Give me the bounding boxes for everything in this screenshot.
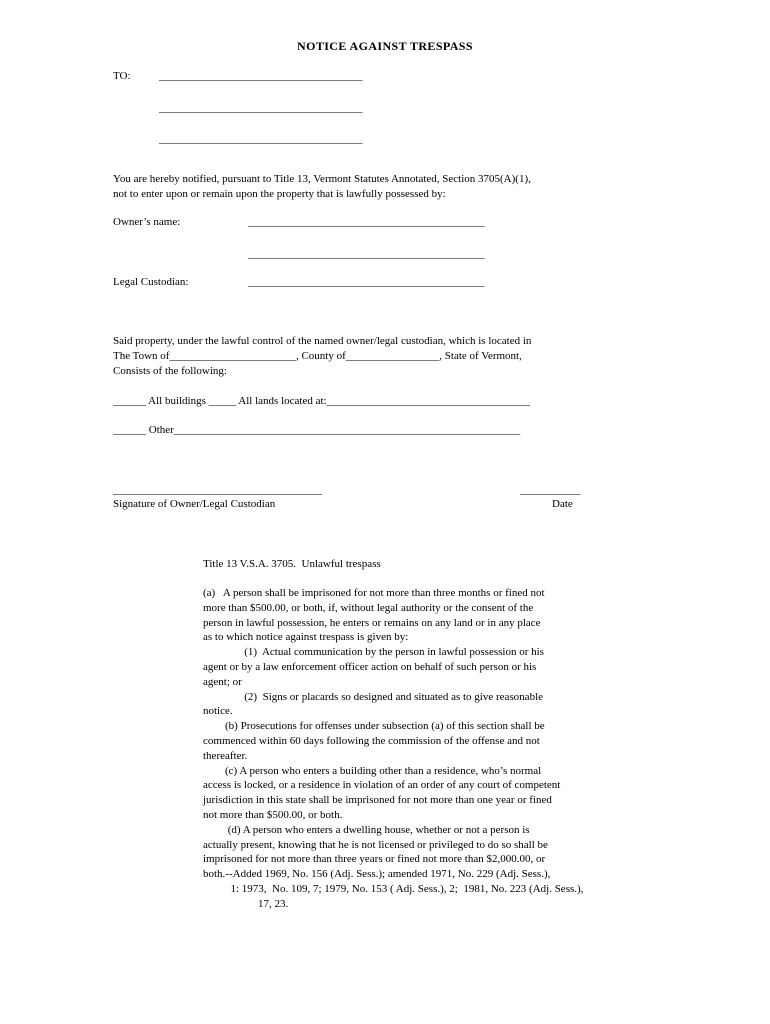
statute-line: (a) A person shall be imprisoned for not more than three months or fined not bbox=[203, 587, 545, 599]
buildings-lands-option: ______ All buildings _____ All lands located at:_____________________________________ bbox=[113, 395, 531, 407]
statute-line: (2) Signs or placards so designed and situated as to give reasonable bbox=[203, 690, 544, 703]
page-title: NOTICE AGAINST TRESPASS bbox=[297, 39, 473, 53]
custodian-label: Legal Custodian: bbox=[113, 276, 189, 288]
statute-line: person in lawful possession, he enters or remains on any land or in any place bbox=[203, 616, 541, 629]
statute-line: not more than $500.00, or both. bbox=[203, 808, 343, 821]
signature-label: Signature of Owner/Legal Custodian bbox=[113, 498, 276, 510]
statute-line: as to which notice against trespass is given by: bbox=[203, 631, 409, 644]
other-option: ______ Other_______________________________________________________________ bbox=[113, 424, 521, 436]
statute-line: both.--Added 1969, No. 156 (Adj. Sess.); amended 1971, No. 229 (Adj. Sess.), bbox=[203, 868, 551, 881]
statute-heading: Title 13 V.S.A. 3705. Unlawful trespass bbox=[203, 558, 381, 570]
property-text bbox=[113, 334, 531, 378]
date-label: Date bbox=[552, 498, 573, 510]
statute-line: (b) Prosecutions for offenses under subsection (a) of this section shall be bbox=[203, 720, 545, 733]
statute-line: (1) Actual communication by the person in lawful possession or his bbox=[203, 646, 544, 659]
statute-line: imprisoned for not more than three years or fined not more than $2,000.00, or bbox=[203, 853, 546, 866]
statute-line: more than $500.00, or both, if, without legal authority or the consent of the bbox=[203, 601, 534, 614]
statute-line: agent or by a law enforcement officer action on behalf of such person or his bbox=[203, 660, 537, 673]
property-line: Said property, under the lawful control of the named owner/legal custodian, which is located in bbox=[113, 335, 532, 347]
property-line: The Town of_______________________, County of_________________, State of Vermont, bbox=[113, 349, 522, 362]
statute-line: 17, 23. bbox=[203, 897, 289, 910]
owner-name-line-1: ___________________________________________ bbox=[248, 216, 485, 228]
to-line-2: _____________________________________ bbox=[159, 102, 363, 114]
statute-line: commenced within 60 days following the commission of the offense and not bbox=[203, 734, 540, 747]
statute-line: jurisdiction in this state shall be imprisoned for not more than one year or fined bbox=[203, 794, 552, 807]
signature-line: ______________________________________ bbox=[113, 484, 322, 496]
statute-line: access is locked, or a residence in violation of an order of any court of competent bbox=[203, 779, 561, 792]
property-line: Consists of the following: bbox=[113, 364, 227, 377]
to-label: TO: bbox=[113, 70, 131, 82]
statute-line: (c) A person who enters a building other than a residence, who’s normal bbox=[203, 764, 542, 777]
statute-line: actually present, knowing that he is not licensed or privileged to do so shall be bbox=[203, 838, 548, 851]
notice-text bbox=[113, 172, 531, 202]
notice-line: You are hereby notified, pursuant to Title 13, Vermont Statutes Annotated, Section 3705(A)(1), bbox=[113, 173, 531, 185]
statute-line: notice. bbox=[203, 705, 233, 718]
notice-line: not to enter upon or remain upon the property that is lawfully possessed by: bbox=[113, 187, 446, 200]
owner-name-line-2: ___________________________________________ bbox=[248, 248, 485, 260]
to-line-3: _____________________________________ bbox=[159, 133, 363, 145]
statute-line: 1: 1973, No. 109, 7; 1979, No. 153 ( Adj. Sess.), 2; 1981, No. 223 (Adj. Sess.), bbox=[203, 882, 584, 895]
custodian-line: ___________________________________________ bbox=[248, 276, 485, 288]
statute-text bbox=[203, 586, 583, 912]
date-line: ___________ bbox=[520, 484, 581, 496]
owner-label: Owner’s name: bbox=[113, 216, 181, 228]
to-line-1: _____________________________________ bbox=[159, 70, 363, 82]
statute-line: agent; or bbox=[203, 675, 242, 688]
statute-line: (d) A person who enters a dwelling house, whether or not a person is bbox=[203, 823, 530, 836]
statute-line: thereafter. bbox=[203, 749, 248, 762]
